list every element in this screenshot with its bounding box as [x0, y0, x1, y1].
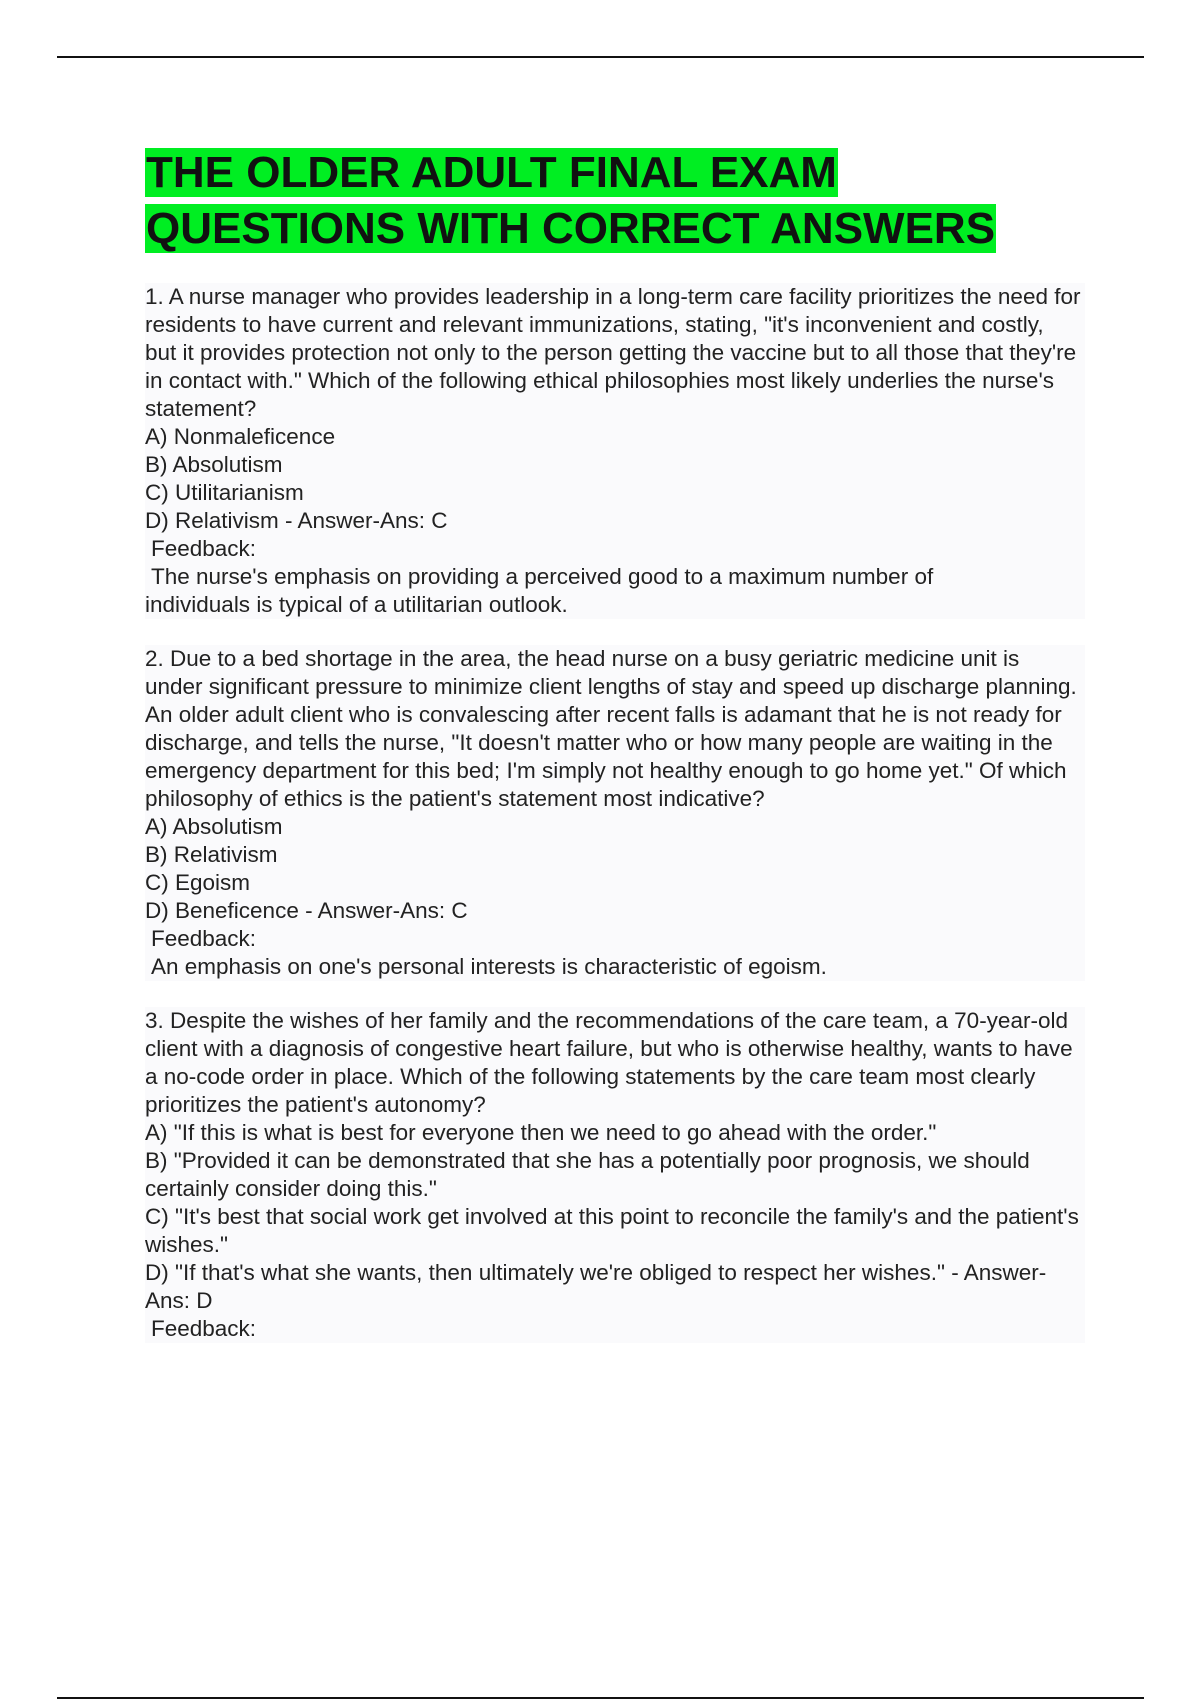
answer-option: D) "If that's what she wants, then ultimately we're obliged to respect her wishes." - Answer-Ans: D: [145, 1260, 1047, 1313]
question-item: [145, 1007, 1085, 1343]
footer-rule: [57, 1697, 1144, 1699]
feedback-text: An emphasis on one's personal interests is characteristic of egoism.: [151, 954, 827, 979]
document-title: [145, 145, 1085, 257]
answer-option: A) Absolutism: [145, 814, 283, 839]
title-line-1: THE OLDER ADULT FINAL EXAM: [146, 148, 837, 197]
feedback-text-continued: individuals is typical of a utilitarian outlook.: [145, 592, 568, 617]
page-content: [145, 145, 1085, 1369]
answer-option: B) Relativism: [145, 842, 278, 867]
question-stem: 3. Despite the wishes of her family and the recommendations of the care team, a 70-year-old client with a diagnosis of congestive heart failure, but who is otherwise healthy, wants to have a no-code order in place. Which of the following statements by the care team most clearly prioritizes the patient's autonomy?: [145, 1008, 1073, 1117]
question-item: [145, 283, 1085, 619]
answer-option: C) Utilitarianism: [145, 480, 304, 505]
answer-option: C) Egoism: [145, 870, 251, 895]
answer-option: C) "It's best that social work get involved at this point to reconcile the family's and the patient's wishes.": [145, 1204, 1079, 1257]
answer-option: B) Absolutism: [145, 452, 283, 477]
answer-option: D) Relativism - Answer-Ans: C: [145, 508, 448, 533]
header-rule: [57, 56, 1144, 58]
feedback-label: Feedback:: [151, 536, 257, 561]
question-item: [145, 645, 1085, 981]
title-line-2: QUESTIONS WITH CORRECT ANSWERS: [146, 204, 996, 253]
answer-option: D) Beneficence - Answer-Ans: C: [145, 898, 468, 923]
feedback-text: The nurse's emphasis on providing a perceived good to a maximum number of: [151, 564, 934, 589]
feedback-label: Feedback:: [151, 926, 257, 951]
question-list: [145, 283, 1085, 1343]
question-stem: 2. Due to a bed shortage in the area, the head nurse on a busy geriatric medicine unit is under significant pressure to minimize client lengths of stay and speed up discharge planning. An older adult client who is convalescing after recent falls is adamant that he is not ready for discharge, and tells the nurse, "It doesn't matter who or how many people are waiting in the emergency department for this bed; I'm simply not healthy enough to go home yet." Of which philosophy of ethics is the patient's statement most indicative?: [145, 646, 1077, 811]
feedback-label: Feedback:: [151, 1316, 257, 1341]
question-stem: 1. A nurse manager who provides leadership in a long-term care facility prioritizes the need for residents to have current and relevant immunizations, stating, "it's inconvenient and costly, but it provides protection not only to the person getting the vaccine but to all those that they're in contact with." Which of the following ethical philosophies most likely underlies the nurse's statement?: [145, 284, 1081, 421]
answer-option: A) Nonmaleficence: [145, 424, 336, 449]
answer-option: B) "Provided it can be demonstrated that she has a potentially poor prognosis, we should certainly consider doing this.": [145, 1148, 1030, 1201]
answer-option: A) "If this is what is best for everyone then we need to go ahead with the order.": [145, 1120, 937, 1145]
